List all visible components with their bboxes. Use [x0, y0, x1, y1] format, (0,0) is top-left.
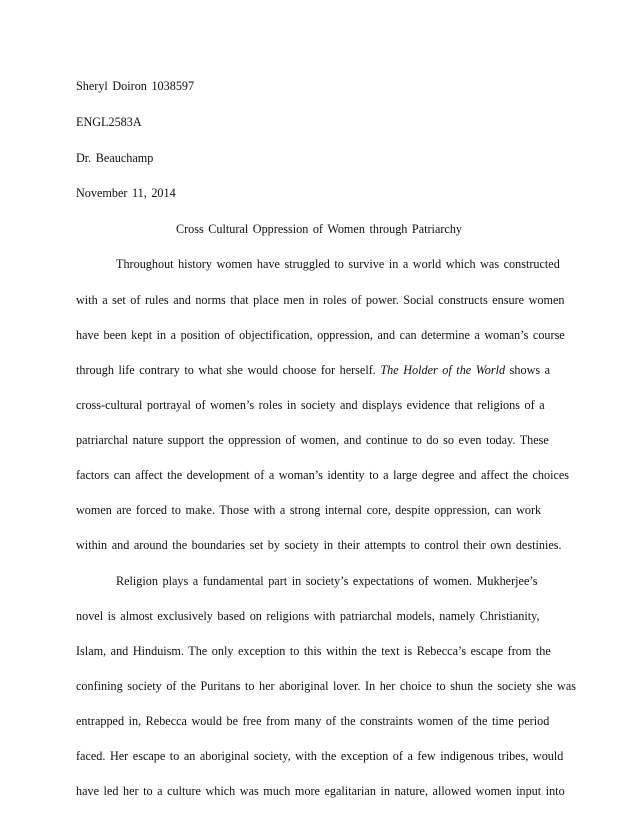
text-line: have led her to a culture which was much more egalitarian in nature, allowed women input into [76, 784, 565, 798]
text-line: have been kept in a position of objectification, oppression, and can determine a woman’s course [76, 328, 565, 342]
text-line-with-italic-title [76, 362, 566, 378]
author-line: Sheryl Doiron 1038597 [76, 79, 195, 93]
text-line: women are forced to make. Those with a strong internal core, despite oppression, can work [76, 503, 542, 517]
text-line: Islam, and Hinduism. The only exception to this within the text is Rebecca’s escape from the [76, 644, 551, 658]
text-line: cross-cultural portrayal of women’s roles in society and displays evidence that religions of a [76, 398, 545, 412]
text-line: patriarchal nature support the oppression of women, and continue to do so even today. These [76, 433, 549, 447]
text-line: faced. Her escape to an aboriginal society, with the exception of a few indigenous tribes, would [76, 749, 564, 763]
text-line: confining society of the Puritans to her aboriginal lover. In her choice to shun the society she was [76, 679, 577, 693]
date-line: November 11, 2014 [76, 186, 176, 200]
text-line: Religion plays a fundamental part in society’s expectations of women. Mukherjee’s [116, 574, 538, 588]
text-line: Throughout history women have struggled to survive in a world which was constructed [116, 257, 560, 271]
text-segment: shows a [505, 363, 551, 377]
course-line: ENGL2583A [76, 115, 142, 129]
text-line: with a set of rules and norms that place men in roles of power. Social constructs ensure women [76, 293, 565, 307]
text-line: entrapped in, Rebecca would be free from many of the constraints women of the time period [76, 714, 550, 728]
book-title-italic: The Holder of the World [380, 363, 506, 377]
instructor-line: Dr. Beauchamp [76, 151, 154, 165]
text-line: factors can affect the development of a woman’s identity to a large degree and affect the choices [76, 468, 570, 482]
text-line: within and around the boundaries set by society in their attempts to control their own destinies. [76, 538, 562, 552]
essay-title: Cross Cultural Oppression of Women through Patriarchy [175, 222, 463, 236]
text-segment: through life contrary to what she would choose for herself. [76, 363, 381, 377]
text-line: novel is almost exclusively based on religions with patriarchal models, namely Christianity, [76, 609, 540, 623]
